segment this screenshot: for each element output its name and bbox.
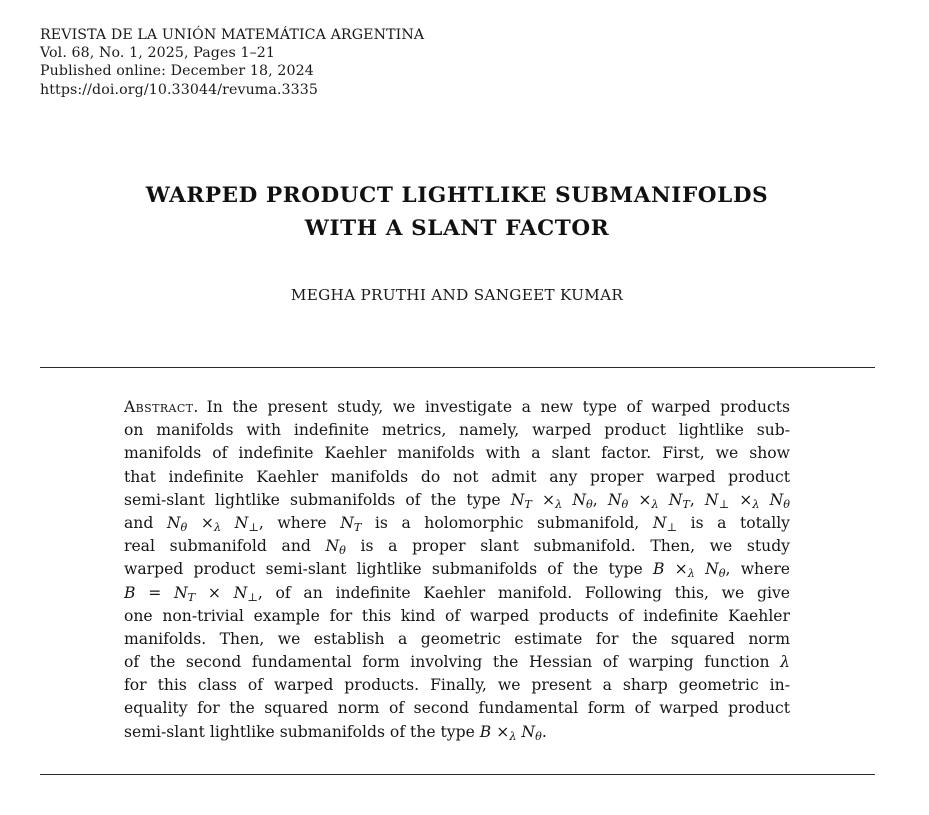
abstract-line: real submanifold and $N_\theta$ is a proper slant submanifold. Then, we study: [124, 537, 790, 558]
abstract-line: manifolds of indefinite Kaehler manifolds with a slant factor. First, we show: [124, 444, 790, 463]
abstract-line: that indefinite Kaehler manifolds do not admit any proper warped product: [124, 467, 790, 486]
abstract-label: Abstract.: [124, 398, 199, 416]
abstract-line: and $N_\theta \times_\lambda$ $N_\perp$, where $N_T$ is a holomorphic submanifold, $N_\perp$ is a totally: [124, 513, 790, 535]
abstract-line: on manifolds with indefinite metrics, namely, warped product lightlike sub-: [124, 421, 790, 440]
top-rule: [40, 367, 875, 368]
abstract-line: semi-slant lightlike submanifolds of the type $N_T \times_\lambda$ $N_\theta$, $N_\theta \times_\lambda$ $N_T$, $N_\perp \times_\lambda$ $N_\theta$: [124, 490, 790, 511]
volume-info: Vol. 68, No. 1, 2025, Pages 1–21: [40, 45, 276, 62]
abstract: [124, 396, 790, 744]
publication-date: Published online: December 18, 2024: [40, 63, 314, 80]
abstract-line: one non-trivial example for this kind of warped products of indefinite Kaehler: [124, 606, 790, 625]
abstract-line: $B = N_T \times N_\perp$, of an indefinite Kaehler manifold. Following this, we give: [124, 583, 790, 604]
abstract-line: warped product semi-slant lightlike submanifolds of the type $B \times_\lambda$ $N_\theta$, where: [124, 560, 791, 581]
title-line-2: WITH A SLANT FACTOR: [304, 216, 610, 241]
abstract-line: of the second fundamental form involving the Hessian of warping function λ: [124, 653, 790, 672]
abstract-line: manifolds. Then, we establish a geometric estimate for the squared norm: [124, 629, 790, 648]
journal-name: REVISTA DE LA UNIÓN MATEMÁTICA ARGENTINA: [40, 27, 425, 43]
abstract-line: Abstract. In the present study, we investigate a new type of warped products: [124, 398, 790, 416]
abstract-line: semi-slant lightlike submanifolds of the type $B \times_\lambda$ $N_\theta$.: [124, 722, 547, 743]
abstract-line: equality for the squared norm of second fundamental form of warped product: [124, 699, 790, 718]
bottom-rule: [40, 774, 875, 775]
title-line-1: WARPED PRODUCT LIGHTLIKE SUBMANIFOLDS: [145, 183, 769, 208]
paper-title: [0, 179, 914, 245]
doi-link[interactable]: https://doi.org/10.33044/revuma.3335: [40, 81, 319, 98]
abstract-line: for this class of warped products. Finally, we present a sharp geometric in-: [124, 676, 790, 695]
journal-header: [40, 26, 424, 99]
authors: MEGHA PRUTHI AND SANGEET KUMAR: [290, 286, 624, 304]
